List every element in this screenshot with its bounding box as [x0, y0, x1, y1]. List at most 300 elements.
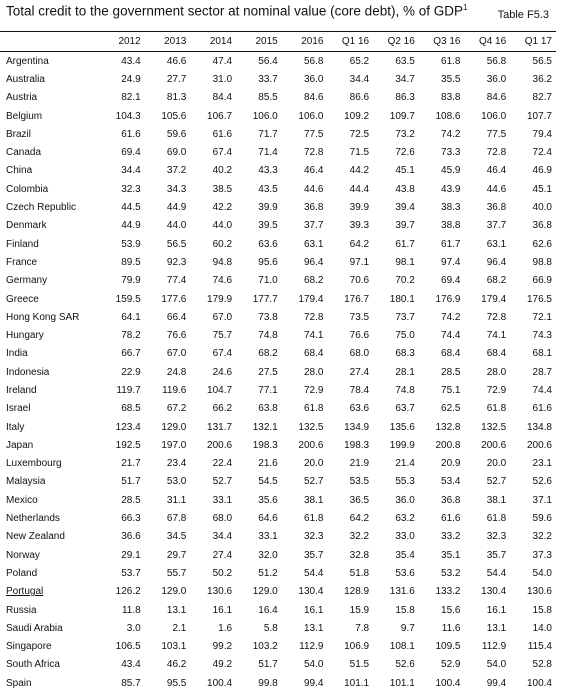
country-name: Ireland: [6, 384, 37, 396]
table-cell: 67.2: [166, 403, 187, 415]
table-cell: 69.0: [166, 147, 187, 159]
table-cell: 79.4: [532, 128, 552, 140]
table-cell: 63.2: [395, 513, 415, 525]
table-cell: 82.7: [532, 92, 552, 104]
table-row: [0, 143, 556, 161]
country-name: Luxembourg: [6, 458, 62, 470]
country-name: Canada: [6, 147, 42, 159]
table-cell: 99.8: [258, 677, 278, 689]
country-name: India: [6, 348, 28, 360]
table-cell: 77.4: [166, 275, 187, 287]
table-cell: 35.7: [486, 549, 507, 561]
table-cell: 33.2: [441, 531, 461, 543]
table-cell: 73.8: [258, 311, 278, 323]
column-header: Q3 16: [419, 32, 465, 52]
table-cell: 131.6: [389, 586, 415, 598]
table-cell: 106.9: [344, 641, 370, 653]
table-cell: 179.4: [298, 293, 324, 305]
table-cell: 56.8: [303, 55, 324, 67]
table-cell: 105.6: [161, 110, 187, 122]
table-cell: 66.7: [121, 348, 141, 360]
table-cell: 39.9: [258, 202, 278, 214]
table-cell: 44.6: [486, 183, 507, 195]
country-name: Australia: [6, 73, 45, 85]
table-cell: 73.7: [395, 311, 415, 323]
table-cell: 72.4: [532, 147, 552, 159]
table-cell: 72.9: [486, 384, 507, 396]
table-cell: 43.9: [441, 183, 461, 195]
table-cell: 85.7: [121, 677, 141, 689]
table-cell: 61.8: [486, 513, 507, 525]
country-name: Czech Republic: [6, 202, 77, 214]
table-cell: 44.6: [303, 183, 324, 195]
table-cell: 75.7: [212, 330, 233, 342]
table-cell: 72.1: [532, 311, 552, 323]
table-cell: 9.7: [400, 622, 415, 634]
table-cell: 74.1: [303, 330, 324, 342]
table-cell: 71.7: [258, 128, 278, 140]
table-cell: 103.2: [252, 641, 278, 653]
table-cell: 72.8: [486, 147, 507, 159]
table-cell: 108.1: [389, 641, 415, 653]
table-cell: 33.7: [258, 73, 278, 85]
table-cell: 177.6: [161, 293, 187, 305]
table-cell: 39.4: [395, 202, 415, 214]
table-cell: 20.0: [486, 458, 507, 470]
table-cell: 74.8: [258, 330, 278, 342]
table-cell: 43.4: [121, 55, 141, 67]
table-cell: 16.1: [486, 604, 507, 616]
table-cell: 68.1: [532, 348, 552, 360]
table-cell: 84.6: [486, 92, 507, 104]
table-cell: 11.8: [121, 604, 141, 616]
table-cell: 55.7: [166, 567, 187, 579]
table-cell: 35.7: [303, 549, 324, 561]
table-cell: 15.6: [441, 604, 461, 616]
table-row: [0, 107, 556, 125]
table-cell: 106.7: [207, 110, 233, 122]
country-name: Finland: [6, 238, 39, 250]
column-header: Q4 16: [465, 32, 511, 52]
table-cell: 70.6: [349, 275, 370, 287]
column-header: 2016: [282, 32, 328, 52]
table-cell: 61.8: [303, 513, 324, 525]
table-cell: 63.8: [258, 403, 278, 415]
table-row: [0, 363, 556, 381]
table-cell: 73.2: [395, 128, 415, 140]
table-cell: 66.3: [121, 513, 141, 525]
table-row: [0, 162, 556, 180]
table-row: [0, 52, 556, 71]
table-cell: 128.9: [344, 586, 370, 598]
table-cell: 100.4: [526, 677, 552, 689]
country-name: Portugal: [6, 586, 44, 598]
table-cell: 68.4: [441, 348, 461, 360]
table-row: [0, 491, 556, 509]
table-cell: 32.3: [486, 531, 507, 543]
table-cell: 27.5: [258, 366, 278, 378]
table-cell: 68.4: [486, 348, 507, 360]
table-cell: 23.1: [532, 458, 552, 470]
table-cell: 106.0: [298, 110, 324, 122]
table-row: [0, 290, 556, 308]
table-cell: 99.2: [212, 641, 233, 653]
table-cell: 66.2: [212, 403, 233, 415]
table-cell: 108.6: [435, 110, 461, 122]
table-cell: 51.5: [349, 659, 370, 671]
table-cell: 32.2: [349, 531, 370, 543]
table-cell: 44.0: [212, 220, 233, 232]
table-cell: 197.0: [161, 439, 187, 451]
table-cell: 92.3: [166, 256, 187, 268]
table-cell: 94.8: [212, 256, 233, 268]
table-cell: 20.0: [303, 458, 324, 470]
table-cell: 39.7: [395, 220, 415, 232]
table-cell: 28.5: [121, 494, 141, 506]
table-row: [0, 345, 556, 363]
country-name: Italy: [6, 421, 25, 433]
table-cell: 63.7: [395, 403, 415, 415]
table-cell: 179.9: [207, 293, 233, 305]
table-row: [0, 180, 556, 198]
table-cell: 79.9: [121, 275, 141, 287]
table-cell: 65.2: [349, 55, 370, 67]
table-cell: 32.3: [303, 531, 324, 543]
table-cell: 15.9: [349, 604, 370, 616]
credit-table: [0, 31, 556, 692]
table-cell: 13.1: [486, 622, 507, 634]
table-row: [0, 235, 556, 253]
table-cell: 24.9: [121, 73, 141, 85]
table-cell: 89.5: [121, 256, 141, 268]
table-cell: 99.4: [303, 677, 324, 689]
country-name: Spain: [6, 677, 32, 689]
table-row: [0, 601, 556, 619]
table-cell: 159.5: [115, 293, 141, 305]
table-cell: 38.5: [212, 183, 233, 195]
table-cell: 67.8: [166, 513, 187, 525]
table-cell: 59.6: [166, 128, 187, 140]
table-cell: 44.4: [349, 183, 370, 195]
table-cell: 77.1: [258, 384, 278, 396]
table-cell: 74.2: [441, 128, 461, 140]
table-cell: 68.0: [349, 348, 370, 360]
table-cell: 21.9: [349, 458, 370, 470]
table-cell: 43.4: [121, 659, 141, 671]
table-cell: 32.2: [532, 531, 552, 543]
country-name: Austria: [6, 92, 38, 104]
table-cell: 27.4: [212, 549, 233, 561]
country-name: Germany: [6, 275, 48, 287]
table-cell: 35.6: [258, 494, 278, 506]
table-cell: 55.3: [395, 476, 415, 488]
table-cell: 83.8: [441, 92, 461, 104]
table-cell: 73.3: [441, 147, 461, 159]
country-name: Hong Kong SAR: [6, 311, 80, 323]
table-cell: 36.6: [121, 531, 141, 543]
table-cell: 177.7: [252, 293, 278, 305]
table-cell: 61.6: [121, 128, 141, 140]
table-cell: 32.8: [349, 549, 370, 561]
table-body: [0, 52, 556, 693]
table-cell: 98.1: [395, 256, 415, 268]
column-header: Q1 16: [327, 32, 373, 52]
table-cell: 52.7: [303, 476, 324, 488]
table-cell: 37.2: [166, 165, 187, 177]
table-cell: 51.8: [349, 567, 370, 579]
table-row: [0, 619, 556, 637]
table-cell: 68.2: [303, 275, 324, 287]
table-cell: 44.0: [166, 220, 187, 232]
table-cell: 51.7: [121, 476, 141, 488]
table-cell: 71.0: [258, 275, 278, 287]
table-cell: 192.5: [115, 439, 141, 451]
table-cell: 36.0: [486, 73, 507, 85]
table-cell: 86.3: [395, 92, 415, 104]
table-cell: 63.1: [486, 238, 507, 250]
table-cell: 98.8: [532, 256, 552, 268]
table-cell: 46.2: [166, 659, 187, 671]
table-cell: 40.2: [212, 165, 233, 177]
table-cell: 52.7: [486, 476, 507, 488]
table-cell: 129.0: [161, 586, 187, 598]
table-cell: 74.3: [532, 330, 552, 342]
table-cell: 32.0: [258, 549, 278, 561]
table-cell: 43.3: [258, 165, 278, 177]
table-cell: 33.1: [212, 494, 233, 506]
table-cell: 51.2: [258, 567, 278, 579]
table-row: [0, 308, 556, 326]
table-cell: 106.0: [252, 110, 278, 122]
table-cell: 22.9: [121, 366, 141, 378]
table-cell: 68.3: [395, 348, 415, 360]
country-name: Russia: [6, 604, 37, 616]
header-row: [0, 32, 556, 52]
table-cell: 59.6: [532, 513, 552, 525]
table-cell: 52.6: [532, 476, 552, 488]
table-cell: 68.2: [258, 348, 278, 360]
table-cell: 74.6: [212, 275, 233, 287]
table-cell: 53.9: [121, 238, 141, 250]
table-cell: 34.3: [166, 183, 187, 195]
table-cell: 51.7: [258, 659, 278, 671]
table-cell: 33.0: [395, 531, 415, 543]
table-cell: 49.2: [212, 659, 233, 671]
country-name: Denmark: [6, 220, 47, 232]
table-cell: 45.9: [441, 165, 461, 177]
table-cell: 95.6: [258, 256, 278, 268]
table-cell: 200.6: [481, 439, 507, 451]
table-cell: 123.4: [115, 421, 141, 433]
table-cell: 61.6: [212, 128, 233, 140]
table-cell: 47.4: [212, 55, 233, 67]
table-cell: 72.6: [395, 147, 415, 159]
country-name: Brazil: [6, 128, 32, 140]
table-cell: 72.8: [486, 311, 507, 323]
table-cell: 29.7: [166, 549, 187, 561]
table-cell: 34.4: [121, 165, 141, 177]
table-cell: 76.6: [349, 330, 370, 342]
table-row: [0, 674, 556, 692]
table-row: [0, 564, 556, 582]
country-name: Belgium: [6, 110, 43, 122]
table-cell: 104.7: [207, 384, 233, 396]
table-cell: 132.5: [298, 421, 324, 433]
table-cell: 36.0: [303, 73, 324, 85]
table-cell: 132.8: [435, 421, 461, 433]
table-cell: 81.3: [166, 92, 187, 104]
table-cell: 62.5: [441, 403, 461, 415]
table-row: [0, 326, 556, 344]
table-cell: 86.6: [349, 92, 370, 104]
table-cell: 64.2: [349, 513, 370, 525]
table-title: [6, 3, 467, 19]
table-cell: 2.1: [172, 622, 187, 634]
column-header: Q2 16: [373, 32, 419, 52]
table-cell: 34.4: [212, 531, 233, 543]
country-name: Poland: [6, 567, 38, 579]
table-cell: 67.0: [212, 311, 233, 323]
table-cell: 72.9: [303, 384, 324, 396]
table-cell: 29.1: [121, 549, 141, 561]
table-cell: 200.8: [435, 439, 461, 451]
table-cell: 27.4: [349, 366, 370, 378]
table-cell: 5.8: [263, 622, 278, 634]
column-header: 2013: [145, 32, 191, 52]
table-cell: 54.0: [532, 567, 552, 579]
table-cell: 75.0: [395, 330, 415, 342]
table-cell: 38.1: [486, 494, 507, 506]
table-cell: 1.6: [218, 622, 233, 634]
table-cell: 46.6: [166, 55, 187, 67]
table-cell: 67.4: [212, 147, 233, 159]
table-cell: 21.6: [258, 458, 278, 470]
table-cell: 96.4: [486, 256, 507, 268]
column-header: Q1 17: [510, 32, 556, 52]
table-cell: 43.8: [395, 183, 415, 195]
table-cell: 84.4: [212, 92, 233, 104]
country-name: China: [6, 165, 33, 177]
table-row: [0, 528, 556, 546]
country-name: Israel: [6, 403, 31, 415]
table-cell: 53.5: [349, 476, 370, 488]
table-cell: 34.4: [349, 73, 370, 85]
table-cell: 77.5: [303, 128, 324, 140]
table-cell: 44.5: [121, 202, 141, 214]
table-cell: 36.8: [486, 202, 507, 214]
table-row: [0, 583, 556, 601]
table-cell: 64.1: [121, 311, 141, 323]
table-cell: 21.4: [395, 458, 415, 470]
table-cell: 199.9: [389, 439, 415, 451]
table-cell: 37.3: [532, 549, 552, 561]
table-cell: 13.1: [166, 604, 187, 616]
table-cell: 32.3: [121, 183, 141, 195]
table-cell: 54.0: [486, 659, 507, 671]
table-cell: 43.5: [258, 183, 278, 195]
country-name: South Africa: [6, 659, 60, 671]
table-row: [0, 436, 556, 454]
table-cell: 119.7: [116, 384, 141, 396]
table-cell: 97.4: [441, 256, 461, 268]
title-footnote-marker: 1: [462, 3, 468, 12]
country-name: Saudi Arabia: [6, 622, 63, 634]
table-cell: 36.8: [303, 202, 324, 214]
table-cell: 134.9: [344, 421, 370, 433]
table-cell: 52.8: [532, 659, 552, 671]
table-cell: 45.1: [532, 183, 552, 195]
table-cell: 31.0: [212, 73, 233, 85]
table-cell: 130.4: [298, 586, 324, 598]
table-cell: 176.7: [344, 293, 370, 305]
table-row: [0, 546, 556, 564]
table-cell: 71.4: [258, 147, 278, 159]
table-cell: 38.8: [441, 220, 461, 232]
country-name: Japan: [6, 439, 34, 451]
header-country: [0, 32, 99, 52]
table-cell: 95.5: [166, 677, 187, 689]
table-cell: 62.6: [532, 238, 552, 250]
table-cell: 53.4: [441, 476, 461, 488]
table-cell: 176.5: [526, 293, 552, 305]
table-cell: 28.0: [486, 366, 507, 378]
table-cell: 106.0: [481, 110, 507, 122]
table-cell: 74.4: [441, 330, 461, 342]
table-cell: 68.0: [212, 513, 233, 525]
table-cell: 85.5: [258, 92, 278, 104]
table-cell: 53.2: [441, 567, 461, 579]
table-cell: 24.8: [166, 366, 187, 378]
table-cell: 66.9: [532, 275, 552, 287]
table-row: [0, 89, 556, 107]
table-cell: 63.1: [303, 238, 324, 250]
table-cell: 61.6: [441, 513, 461, 525]
table-cell: 74.8: [395, 384, 415, 396]
table-cell: 42.2: [212, 202, 233, 214]
table-cell: 53.6: [395, 567, 415, 579]
country-name: Colombia: [6, 183, 49, 195]
table-cell: 28.1: [395, 366, 415, 378]
table-cell: 68.2: [486, 275, 507, 287]
table-cell: 72.5: [349, 128, 370, 140]
table-cell: 133.2: [435, 586, 461, 598]
table-row: [0, 272, 556, 290]
table-cell: 36.8: [532, 220, 552, 232]
table-cell: 198.3: [252, 439, 278, 451]
table-cell: 45.1: [395, 165, 415, 177]
table-cell: 109.2: [344, 110, 370, 122]
table-cell: 104.3: [115, 110, 141, 122]
country-name: Mexico: [6, 494, 38, 506]
table-cell: 34.7: [395, 73, 415, 85]
table-cell: 112.9: [481, 641, 507, 653]
table-cell: 180.1: [389, 293, 415, 305]
table-cell: 61.8: [303, 403, 324, 415]
table-cell: 16.4: [258, 604, 278, 616]
table-cell: 27.7: [166, 73, 187, 85]
table-cell: 198.3: [344, 439, 370, 451]
table-cell: 72.8: [303, 311, 324, 323]
table-cell: 36.5: [349, 494, 370, 506]
table-row: [0, 253, 556, 271]
table-cell: 73.5: [349, 311, 370, 323]
table-cell: 14.0: [532, 622, 552, 634]
table-row: [0, 473, 556, 491]
table-cell: 77.5: [486, 128, 507, 140]
table-cell: 200.6: [526, 439, 552, 451]
table-cell: 53.7: [121, 567, 141, 579]
table-cell: 129.0: [252, 586, 278, 598]
